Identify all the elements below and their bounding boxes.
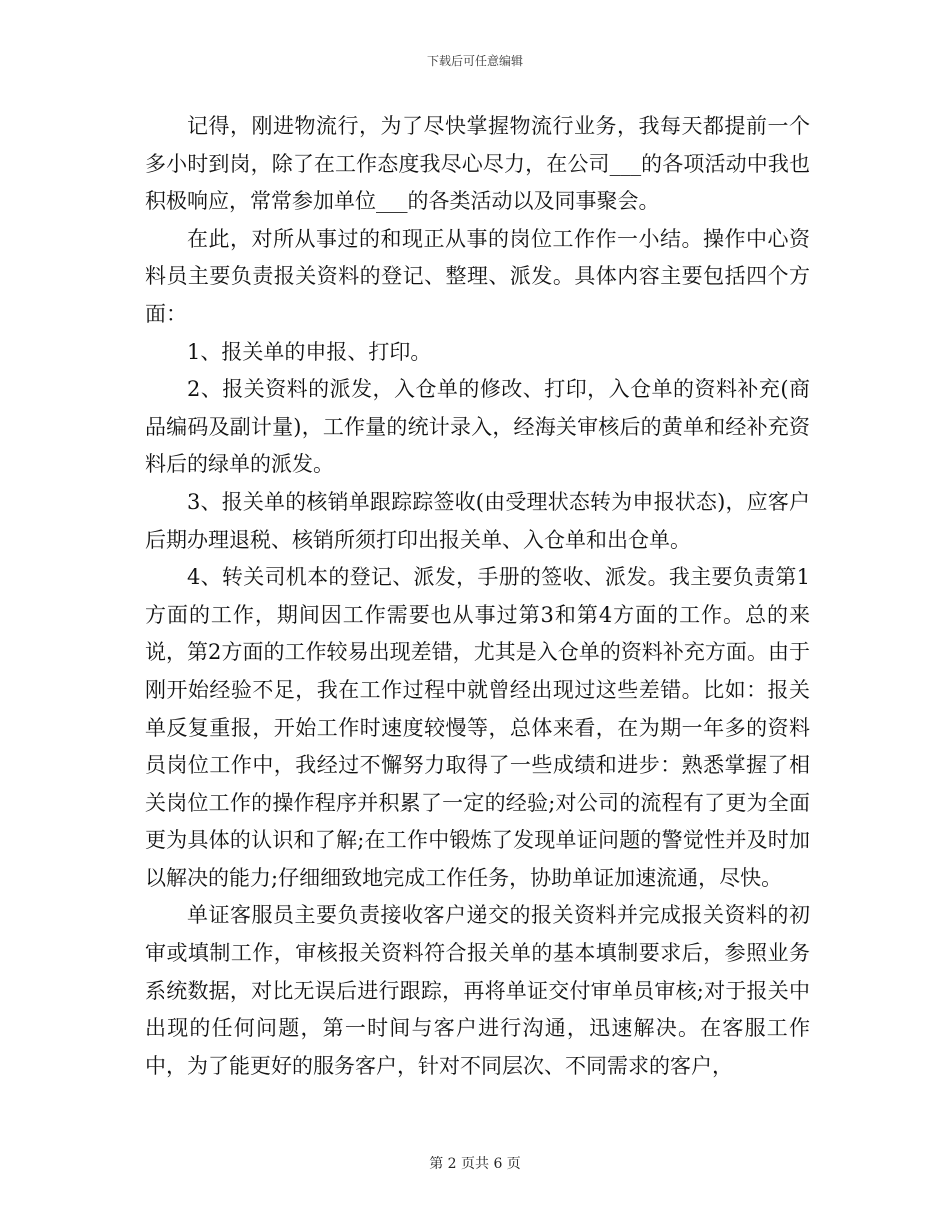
paragraph: 记得，刚进物流行，为了尽快掌握物流行业务，我每天都提前一个多小时到岗，除了在工作态度我尽心尽力，在公司___的各项活动中我也积极响应，常常参加单位___的各类活动以及同事聚会。	[145, 114, 810, 214]
paragraph: 4、转关司机本的登记、派发，手册的签收、派发。我主要负责第1方面的工作，期间因工作需要也从事过第3和第4方面的工作。总的来说，第2方面的工作较易出现差错，尤其是入仓单的资料补充方面。由于刚开始经验不足，我在工作过程中就曾经出现过这些差错。比如：报关单反复重报，开始工作时速度较慢等，总体来看，在为期一年多的资料员岗位工作中，我经过不懈努力取得了一些成绩和进步：熟悉掌握了相关岗位工作的操作程序并积累了一定的经验;对公司的流程有了更为全面更为具体的认识和了解;在工作中锻炼了发现单证问题的警觉性并及时加以解决的能力;仔细细致地完成工作任务，协助单证加速流通，尽快。	[145, 565, 810, 890]
page-number-footer: 第 2 页共 6 页	[429, 1156, 521, 1172]
paragraph: 单证客服员主要负责接收客户递交的报关资料并完成报关资料的初审或填制工作，审核报关资料符合报关单的基本填制要求后，参照业务系统数据，对比无误后进行跟踪，再将单证交付审单员审核;对于报关中出现的任何问题，第一时间与客户进行沟通，迅速解决。在客服工作中，为了能更好的服务客户，针对不同层次、不同需求的客户，	[145, 903, 810, 1078]
paragraph: 3、报关单的核销单跟踪踪签收(由受理状态转为申报状态)，应客户后期办理退税、核销所须打印出报关单、入仓单和出仓单。	[145, 489, 810, 552]
paragraph: 在此，对所从事过的和现正从事的岗位工作作一小结。操作中心资料员主要负责报关资料的登记、整理、派发。具体内容主要包括四个方面：	[145, 226, 810, 326]
document-body	[145, 108, 810, 1085]
paragraph: 2、报关资料的派发，入仓单的修改、打印，入仓单的资料补充(商品编码及副计量)，工作量的统计录入，经海关审核后的黄单和经补充资料后的绿单的派发。	[145, 377, 810, 477]
paragraph: 1、报关单的申报、打印。	[187, 339, 432, 364]
page-header: 下载后可任意编辑	[426, 54, 523, 68]
